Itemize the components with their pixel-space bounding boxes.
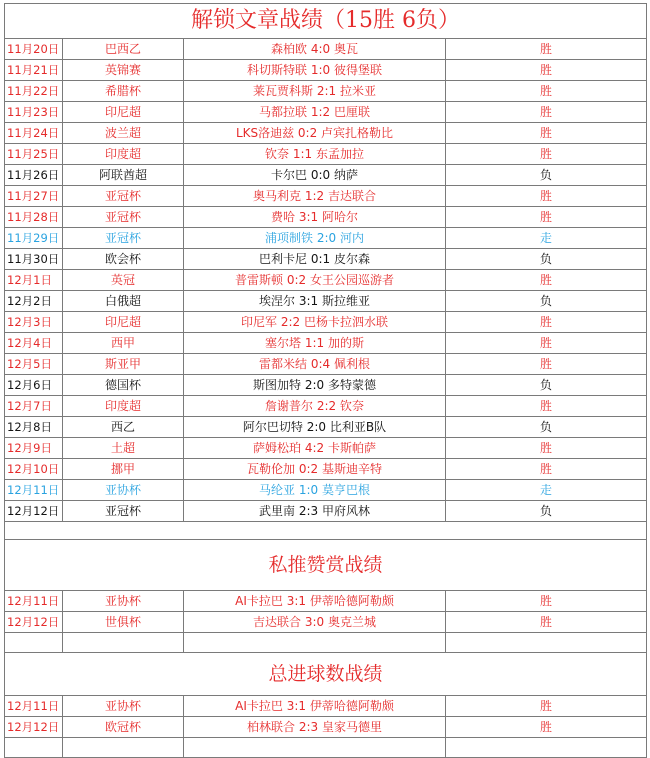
competition-cell: 西甲	[63, 333, 184, 354]
result-cell: 胜	[446, 354, 647, 375]
competition-cell: 阿联酋超	[63, 165, 184, 186]
date-cell: 11月27日	[5, 186, 63, 207]
match-cell: 詹谢普尔 2:2 钦奈	[184, 396, 446, 417]
competition-cell: 世俱杯	[63, 612, 184, 633]
date-cell: 12月7日	[5, 396, 63, 417]
competition-cell: 斯亚甲	[63, 354, 184, 375]
results-sheet	[4, 3, 646, 758]
date-cell: 12月11日	[5, 696, 63, 717]
competition-cell: 印度超	[63, 396, 184, 417]
result-cell: 胜	[446, 459, 647, 480]
competition-cell: 西乙	[63, 417, 184, 438]
competition-cell: 德国杯	[63, 375, 184, 396]
date-cell: 12月3日	[5, 312, 63, 333]
match-cell: 莱瓦贾科斯 2:1 拉米亚	[184, 81, 446, 102]
competition-cell: 英锦赛	[63, 60, 184, 81]
competition-cell: 印尼超	[63, 312, 184, 333]
result-cell: 胜	[446, 39, 647, 60]
result-cell: 走	[446, 480, 647, 501]
result-row	[5, 60, 647, 81]
result-cell: 胜	[446, 612, 647, 633]
match-cell: 斯图加特 2:0 多特蒙德	[184, 375, 446, 396]
title-row	[5, 4, 647, 39]
result-cell: 胜	[446, 591, 647, 612]
result-row	[5, 81, 647, 102]
match-cell: 萨姆松珀 4:2 卡斯帕萨	[184, 438, 446, 459]
match-cell: AI卡拉巴 3:1 伊蒂哈德阿勒颇	[184, 696, 446, 717]
result-cell: 胜	[446, 696, 647, 717]
result-cell: 负	[446, 501, 647, 522]
competition-cell: 亚协杯	[63, 696, 184, 717]
date-cell: 12月11日	[5, 591, 63, 612]
separator-row	[5, 522, 647, 540]
result-row	[5, 249, 647, 270]
result-cell: 胜	[446, 717, 647, 738]
competition-cell: 英冠	[63, 270, 184, 291]
date-cell: 11月20日	[5, 39, 63, 60]
empty-cell	[63, 738, 184, 758]
date-cell: 12月4日	[5, 333, 63, 354]
empty-cell	[63, 633, 184, 653]
match-cell: 吉达联合 3:0 奥克兰城	[184, 612, 446, 633]
result-row	[5, 591, 647, 612]
date-cell: 11月22日	[5, 81, 63, 102]
date-cell: 11月23日	[5, 102, 63, 123]
match-cell: 钦奈 1:1 东孟加拉	[184, 144, 446, 165]
match-cell: 浦项制铁 2:0 河内	[184, 228, 446, 249]
result-row	[5, 717, 647, 738]
competition-cell: 白俄超	[63, 291, 184, 312]
competition-cell: 巴西乙	[63, 39, 184, 60]
date-cell: 11月28日	[5, 207, 63, 228]
match-cell: 印尼军 2:2 巴杨卡拉泗水联	[184, 312, 446, 333]
result-cell: 胜	[446, 333, 647, 354]
date-cell: 12月9日	[5, 438, 63, 459]
match-cell: 瓦勒伦加 0:2 基斯迪辛特	[184, 459, 446, 480]
match-cell: 森柏欧 4:0 奥瓦	[184, 39, 446, 60]
match-cell: 巴利卡尼 0:1 皮尔森	[184, 249, 446, 270]
result-row	[5, 312, 647, 333]
competition-cell: 波兰超	[63, 123, 184, 144]
result-row	[5, 102, 647, 123]
date-cell: 12月1日	[5, 270, 63, 291]
spacer-row	[5, 633, 647, 653]
match-cell: 阿尔巴切特 2:0 比利亚B队	[184, 417, 446, 438]
competition-cell: 挪甲	[63, 459, 184, 480]
match-cell: 马都拉联 1:2 巴厘联	[184, 102, 446, 123]
result-row	[5, 39, 647, 60]
match-cell: 柏林联合 2:3 皇家马德里	[184, 717, 446, 738]
match-cell: 奥马利克 1:2 吉达联合	[184, 186, 446, 207]
competition-cell: 希腊杯	[63, 81, 184, 102]
match-cell: 卡尔巴 0:0 纳萨	[184, 165, 446, 186]
result-cell: 负	[446, 375, 647, 396]
empty-cell	[5, 738, 63, 758]
empty-cell	[184, 633, 446, 653]
result-cell: 负	[446, 249, 647, 270]
date-cell: 12月12日	[5, 612, 63, 633]
empty-cell	[5, 633, 63, 653]
result-cell: 胜	[446, 186, 647, 207]
section-title-goals: 总进球数战绩	[5, 653, 647, 696]
date-cell: 12月11日	[5, 480, 63, 501]
competition-cell: 土超	[63, 438, 184, 459]
date-cell: 12月12日	[5, 501, 63, 522]
result-row	[5, 144, 647, 165]
competition-cell: 印尼超	[63, 102, 184, 123]
result-cell: 胜	[446, 207, 647, 228]
result-cell: 负	[446, 165, 647, 186]
result-cell: 胜	[446, 123, 647, 144]
result-row	[5, 375, 647, 396]
result-cell: 胜	[446, 144, 647, 165]
result-row	[5, 207, 647, 228]
competition-cell: 欧冠杯	[63, 717, 184, 738]
competition-cell: 亚冠杯	[63, 501, 184, 522]
date-cell: 12月8日	[5, 417, 63, 438]
result-cell: 胜	[446, 396, 647, 417]
result-cell: 胜	[446, 312, 647, 333]
match-cell: 塞尔塔 1:1 加的斯	[184, 333, 446, 354]
result-row	[5, 612, 647, 633]
section-title-goals-row	[5, 653, 647, 696]
result-row	[5, 165, 647, 186]
result-cell: 负	[446, 291, 647, 312]
date-cell: 12月10日	[5, 459, 63, 480]
result-row	[5, 354, 647, 375]
spacer-row	[5, 738, 647, 758]
competition-cell: 亚协杯	[63, 480, 184, 501]
result-row	[5, 396, 647, 417]
result-cell: 走	[446, 228, 647, 249]
match-cell: LKS洛迪兹 0:2 卢宾扎格勒比	[184, 123, 446, 144]
match-cell: 普雷斯顿 0:2 女王公园巡游者	[184, 270, 446, 291]
competition-cell: 印度超	[63, 144, 184, 165]
competition-cell: 欧会杯	[63, 249, 184, 270]
results-table	[4, 3, 647, 758]
match-cell: 科切斯特联 1:0 彼得堡联	[184, 60, 446, 81]
result-row	[5, 270, 647, 291]
result-row	[5, 186, 647, 207]
match-cell: 武里南 2:3 甲府风林	[184, 501, 446, 522]
match-cell: 费哈 3:1 阿哈尔	[184, 207, 446, 228]
result-cell: 胜	[446, 81, 647, 102]
match-cell: 马纶亚 1:0 莫亨巴根	[184, 480, 446, 501]
result-row	[5, 459, 647, 480]
result-row	[5, 291, 647, 312]
empty-cell	[446, 633, 647, 653]
result-row	[5, 417, 647, 438]
date-cell: 11月25日	[5, 144, 63, 165]
section-title-tips: 私推赞赏战绩	[5, 540, 647, 591]
competition-cell: 亚冠杯	[63, 207, 184, 228]
competition-cell: 亚冠杯	[63, 186, 184, 207]
section-title-tips-row	[5, 540, 647, 591]
result-cell: 胜	[446, 270, 647, 291]
result-row	[5, 228, 647, 249]
empty-cell	[184, 738, 446, 758]
result-cell: 负	[446, 417, 647, 438]
date-cell: 12月6日	[5, 375, 63, 396]
competition-cell: 亚协杯	[63, 591, 184, 612]
result-cell: 胜	[446, 60, 647, 81]
result-row	[5, 480, 647, 501]
date-cell: 11月24日	[5, 123, 63, 144]
match-cell: 埃涅尔 3:1 斯拉维亚	[184, 291, 446, 312]
result-row	[5, 438, 647, 459]
date-cell: 12月2日	[5, 291, 63, 312]
match-cell: AI卡拉巴 3:1 伊蒂哈德阿勒颇	[184, 591, 446, 612]
result-row	[5, 333, 647, 354]
date-cell: 12月5日	[5, 354, 63, 375]
result-row	[5, 123, 647, 144]
date-cell: 12月12日	[5, 717, 63, 738]
date-cell: 11月30日	[5, 249, 63, 270]
date-cell: 11月21日	[5, 60, 63, 81]
result-cell: 胜	[446, 438, 647, 459]
competition-cell: 亚冠杯	[63, 228, 184, 249]
page-title: 解锁文章战绩（15胜 6负）	[5, 4, 647, 39]
date-cell: 11月29日	[5, 228, 63, 249]
match-cell: 雷都米结 0:4 佩利根	[184, 354, 446, 375]
empty-cell	[446, 738, 647, 758]
separator-cell	[5, 522, 647, 540]
result-row	[5, 696, 647, 717]
date-cell: 11月26日	[5, 165, 63, 186]
result-cell: 胜	[446, 102, 647, 123]
result-row	[5, 501, 647, 522]
